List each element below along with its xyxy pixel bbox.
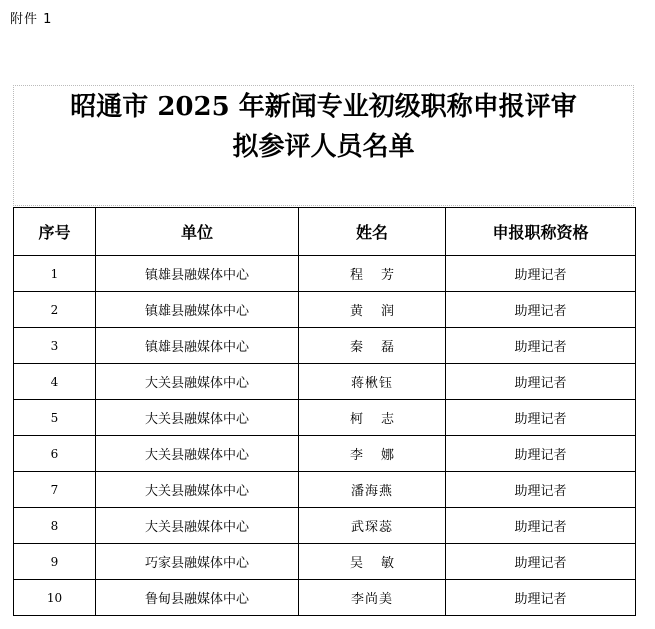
row-name: 吴敏 [299,544,446,580]
row-unit: 大关县融媒体中心 [96,508,299,544]
row-unit: 鲁甸县融媒体中心 [96,580,299,616]
row-serial-no: 1 [14,256,96,292]
table-row [14,544,636,580]
table-header-row [14,208,636,256]
row-name: 柯志 [299,400,446,436]
row-qualification: 助理记者 [446,256,636,292]
row-name: 程芳 [299,256,446,292]
row-qualification: 助理记者 [446,436,636,472]
row-qualification: 助理记者 [446,292,636,328]
header-unit: 单位 [96,208,299,256]
header-name: 姓名 [299,208,446,256]
row-serial-no: 3 [14,328,96,364]
title-box [13,85,634,206]
row-serial-no: 4 [14,364,96,400]
row-serial-no: 10 [14,580,96,616]
table-row [14,364,636,400]
candidate-table [13,207,636,616]
row-name: 秦磊 [299,328,446,364]
row-unit: 镇雄县融媒体中心 [96,292,299,328]
row-qualification: 助理记者 [446,580,636,616]
row-name: 武琛蕊 [299,508,446,544]
table-row [14,472,636,508]
table-row [14,436,636,472]
row-serial-no: 9 [14,544,96,580]
table-row [14,580,636,616]
row-name: 李尚美 [299,580,446,616]
row-serial-no: 2 [14,292,96,328]
row-unit: 大关县融媒体中心 [96,400,299,436]
table-row [14,400,636,436]
row-unit: 镇雄县融媒体中心 [96,328,299,364]
row-qualification: 助理记者 [446,364,636,400]
row-name: 蒋楸钰 [299,364,446,400]
table-row [14,328,636,364]
row-qualification: 助理记者 [446,544,636,580]
row-name: 黄润 [299,292,446,328]
row-qualification: 助理记者 [446,328,636,364]
document-title-line1: 昭通市 2025 年新闻专业初级职称申报评审 [70,92,577,122]
row-serial-no: 8 [14,508,96,544]
table-row [14,292,636,328]
table-row [14,256,636,292]
row-unit: 大关县融媒体中心 [96,364,299,400]
row-serial-no: 7 [14,472,96,508]
row-serial-no: 5 [14,400,96,436]
row-qualification: 助理记者 [446,472,636,508]
document-title-line2: 拟参评人员名单 [232,132,415,162]
row-qualification: 助理记者 [446,400,636,436]
attachment-label: 附件 1 [10,12,53,27]
row-unit: 巧家县融媒体中心 [96,544,299,580]
row-unit: 大关县融媒体中心 [96,436,299,472]
row-unit: 镇雄县融媒体中心 [96,256,299,292]
row-serial-no: 6 [14,436,96,472]
header-qualification: 申报职称资格 [446,208,636,256]
row-name: 李娜 [299,436,446,472]
table-row [14,508,636,544]
row-qualification: 助理记者 [446,508,636,544]
row-name: 潘海燕 [299,472,446,508]
row-unit: 大关县融媒体中心 [96,472,299,508]
header-serial-no: 序号 [14,208,96,256]
